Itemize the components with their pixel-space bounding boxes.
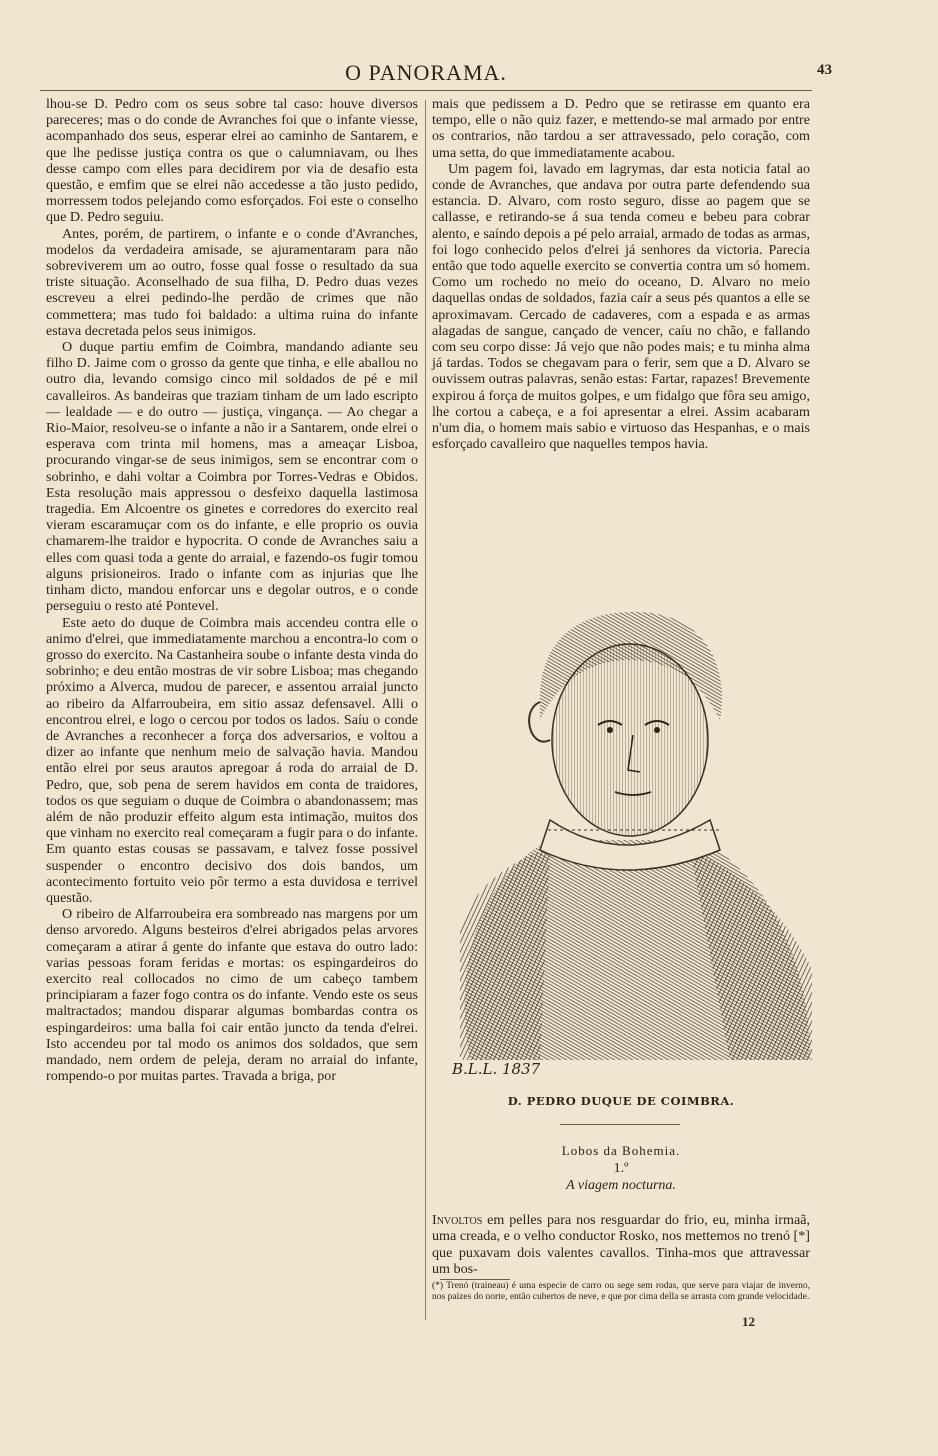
footnote-rule — [440, 1279, 510, 1280]
left-column — [46, 96, 418, 1084]
paragraph: Um pagem foi, lavado em lagrymas, dar esta noticia fatal ao conde de Avranches, que andava por outra parte defendendo sua estancia. D. Alvaro, com rosto seguro, disse ao pagem que se callasse, e retirando-se á sua tenda comeu e bebeu para cobrar alento, e saíndo depois a pé pelo arraial, armado de todas as armas, foi logo conhecido pelos d'elrei já senhores da victoria. Parecia então que todo aquelle exercito se convertia contra um só homem. Como um rochedo no meio do oceano, D. Alvaro no meio daquellas ondas de soldados, fazia caír a seus pés quantos a elle se aproximavam. Cercado de cadaveres, com a espada e as armas alagadas de sangue, cançado de vencer, caíu no chão, e fallando com seu corpo disse: Já vejo que não podes mais; e tu minha alma já tardas. Todos se chegavam para o ferir, sem que a D. Alvaro se ouvissem outras palavras, senão estas: Fartar, rapazes! Brevemente expirou á força de muitos golpes, e um fidalgo que fôra seu amigo, lhe cortou a cabeça, e a foi apresentar a elrei. Assim acabaram n'um dia, o homem mais sabio e virtuoso das Hespanhas, e o mais esforçado cavalleiro que naquelles tempos havia. — [432, 160, 810, 453]
story-title: Lobos da Bohemia. — [561, 1143, 681, 1158]
paragraph: O ribeiro de Alfarroubeira era sombreado nas margens por um denso arvoredo. Alguns besteiros d'elrei abrigados pelas arvores começaram a atirar á gente do infante que estava do outro lado: varias pessoas foram feridas e mortas: os espingardeiros do exercito real collocados no cimo de um cabeço tambem principiaram a fazer fogo contra os do infante. Vendo este os seus maltractados; mandou disparar algumas bombardas contra os espingardeiros: uma balla foi cair então juncto da tenda d'elrei. Isto accendeu por tal modo os animos dos soldados, que sem mandado, nem ordem de peleja, deram no arraial do infante, rompendo-o por muitas partes. Travada a briga, por — [46, 906, 418, 1085]
story-text: em pelles para nos resguardar do frio, eu, minha irmaã, uma creada, e o velho conductor Rosko, nos mettemos no trenó [*] que puxavam dois valentes cavallos. Tinha-mos que attravessar um bos- — [432, 1212, 810, 1278]
footnote: (*) Trenó (traineau) é uma especie de carro ou sege sem rodas, que serve para viajar de inverno, nos paizes do norte, então cubertos de neve, e que por cima della se arrasta com grande velocidade. — [432, 1281, 810, 1302]
story-body — [432, 1212, 810, 1278]
page-number: 43 — [817, 62, 832, 78]
signature-mark: 12 — [742, 1314, 755, 1329]
paragraph: O duque partiu emfim de Coimbra, mandando adiante seu filho D. Jaime com o grosso da gente que tinha, e elle aballou no outro dia, levando comsigo cinco mil soldados de pé e mil cavalleiros. As bandeiras que traziam tinham de um lado escripto — lealdade — e do outro — justiça, vingança. — Ao chegar a Rio-Maior, resolveu-se o infante a não ir a Santarem, onde elrei o esperava com trinta mil homens, mas a ameaçar Lisboa, procurando vingar-se de seus inimigos, sem se encontrar com o sobrinho, e dahi voltar a Coimbra por Torres-Vedras e Obidos. Esta resolução mais appressou o desfeixo daquella lastimosa tragedia. Em Alcoentre os ginetes e corredores do exercito real vieram escaramuçar com os do infante, e elle proprio os ouvia chamarem-lhe traidor e hypocrita. O conde de Avranches saiu a elles com quasi toda a gente do arraial, e fazendo-os fugir tomou alguns prisioneiros. Irado o infante com as injurias que lhe tinham dicto, mandou enforcar uns e degolar outros, e o conde perseguiu o resto até Pontevel. — [46, 339, 418, 615]
page-title: O PANORAMA. — [345, 60, 507, 85]
paragraph: lhou-se D. Pedro com os seus sobre tal caso: houve diversos pareceres; mas o do conde de Avranches foi que o infante viesse, acompanhado dos seus, esperar elrei ao caminho de Santarem, e que lhe pedisse justiça contra os que o calumniavam, ou lhes desse campo com elles para decidirem por via de desafio esta questão, e emfim que se elrei não accedesse a tão justo pedido, morressem todos pelejando como esforçados. Foi este o conselho que D. Pedro seguiu. — [46, 96, 418, 226]
engraver-signature: B.L.L. 1837 — [452, 1060, 541, 1078]
header-rule — [40, 90, 812, 91]
story-chapter-number: 1.º — [613, 1161, 629, 1176]
portrait-engraving — [430, 590, 818, 1082]
story-subtitle: A viagem nocturna. — [566, 1178, 676, 1193]
story-first-word: Involtos — [432, 1212, 483, 1228]
column-rule — [425, 100, 426, 1320]
paragraph: Este aeto do duque de Coimbra mais accendeu contra elle o animo d'elrei, que immediatamente marchou a encontra-lo com o grosso do exercito. Na Castanheira soube o infante desta vinda do sobrinho; e deu então mostras de vir sobre Lisboa; mas chegando próximo a Alverca, mudou de parecer, e assentou arraial juncto ao ribeiro da Alfarroubeira, em sitio assaz defensavel. Alli o encontrou elrei, e logo o cercou por todos os lados. Saíu o conde de Avranches a reconhecer a força dos adversarios, e voltou a dizer ao infante que nenhum meio de salvação havia. Mandou então elrei por seus arautos apregoar á roda do arraial de D. Pedro, que, sob pena de serem havidos em conta de traidores, todos os que seguiam o duque de Coimbra o abandonassem; mas além de não produzir effeito algum esta intimação, muitos dos que vinham no exercito real começaram a fugir para o do infante. Em quanto estas cousas se passavam, e talvez fosse possivel suspender o encontro decisivo dos dois bandos, um acontecimento fortuito veio pôr termo a esta duvidosa e terrivel questão. — [46, 614, 418, 906]
section-divider — [560, 1124, 680, 1125]
paragraph: Antes, porém, de partirem, o infante e o conde d'Avranches, modelos da verdadeira amisade, se ajuramentaram para não sobreviverem um ao outro, fosse qual fosse o resultado da sua triste situação. Aconselhado de sua filha, D. Pedro duas vezes escreveu a elrei pedindo-lhe perdão de crimes que não commettera; mas tudo foi baldado: a ultima ruina do infante estava decretada pelos seus inimigos. — [46, 225, 418, 339]
running-head — [40, 58, 832, 88]
paragraph: mais que pedissem a D. Pedro que se retirasse em quanto era tempo, elle o não quiz fazer, e mettendo-se mal armado por entre os contrarios, não tardou a ser attravessado, pelo coração, com uma setta, do que immediatamente acabou. — [432, 96, 810, 161]
engraving-caption: D. PEDRO DUQUE DE COIMBRA. — [507, 1094, 735, 1108]
right-column — [432, 96, 810, 452]
